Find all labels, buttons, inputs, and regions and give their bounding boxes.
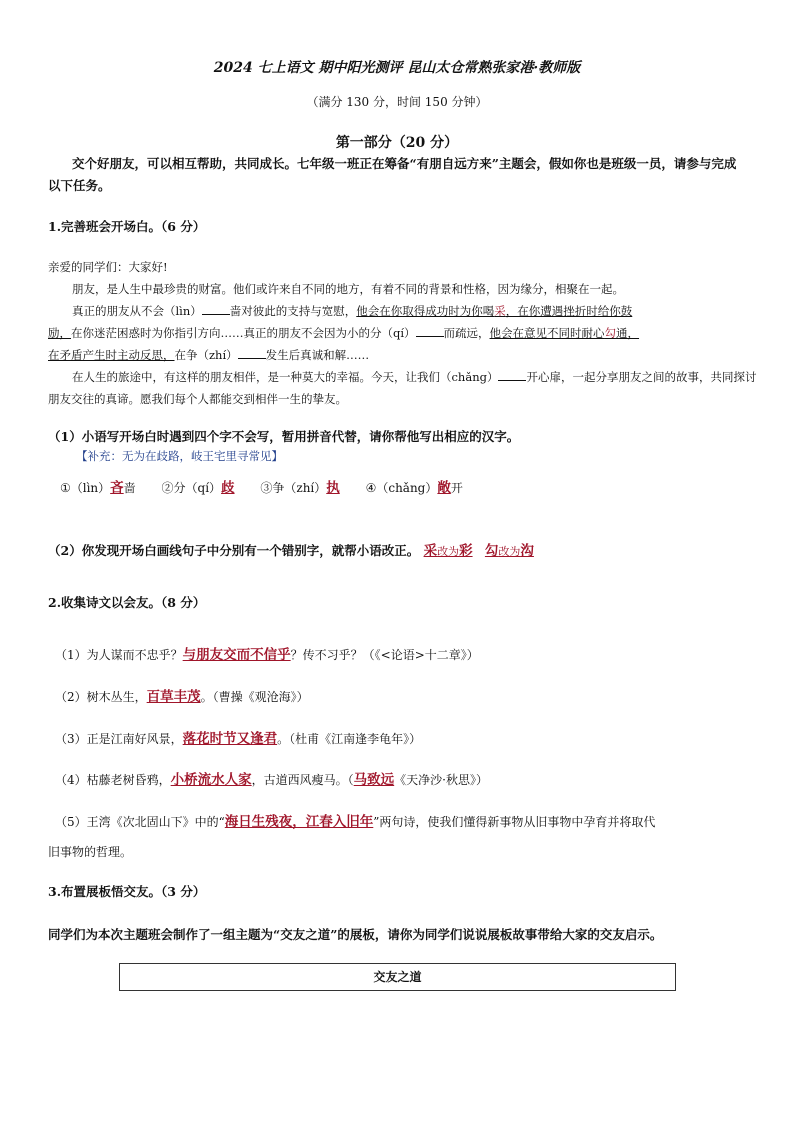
poem-item: （2）树木丛生，百草丰茂。（曹操《观沧海》） [55,689,309,705]
sub-question-1: （1）小语写开场白时遇到四个字不会写，暂用拼音代替，请你帮他写出相应的汉字。 [48,429,520,444]
greeting: 亲爱的同学们：大家好! [48,260,168,274]
opening-speech [48,256,760,410]
pinyin-answers [60,476,463,496]
sub-question-2: （2）你发现开场白画线句子中分别有一个错别字，就帮小语改正。 采改为彩 勾改为沟 [48,543,534,559]
exam-info: （满分 130 分，时间 150 分钟） [306,95,488,109]
answer-item: ①（lìn）吝啬 [60,480,136,496]
speech-paragraph-2-end: 在矛盾产生时主动反思，在争（zhí） 发生后真诚和解…… [48,348,370,362]
answer-item: ③争（zhí）执 [260,480,340,496]
question-1-heading: 1.完善班会开场白。（6 分） [48,219,206,234]
page-title: 2024 七上语文 期中阳光测评 昆山太仓常熟张家港·教师版 [213,60,581,76]
answer-item: ②分（qí）歧 [161,480,235,496]
question-2-heading: 2.收集诗文以会友。（8 分） [48,595,206,610]
supplement-note: 【补充：无为在歧路，岐王宅里寻常见】 [76,449,283,463]
poem-item-cont: 旧事物的哲理。 [48,845,133,859]
speech-paragraph-2: 真正的朋友从不会（lìn） 啬对彼此的支持与宽慰，他会在你取得成功时为你喝采，在你遭遇挫折时给你鼓 [72,304,633,318]
display-board-box: 交友之道 [119,963,676,991]
intro-paragraph: 交个好朋友，可以相互帮助，共同成长。七年级一班正在筹备“有朋自远方来”主题会，假如你也是班级一员，请参与完成以下任务。 [48,156,737,193]
part-title: 第一部分（20 分） [335,135,459,151]
poem-item: （5）王湾《次北固山下》中的“海日生残夜，江春入旧年”两句诗，使我们懂得新事物从旧事物中孕育并将取代 [55,814,656,830]
correction-1: 采改为彩 [423,543,473,559]
poem-item: （1）为人谋而不忠乎？与朋友交而不信乎？传不习乎？（《<论语>十二章》） [55,647,479,663]
speech-paragraph-1: 朋友，是人生中最珍贵的财富。他们或许来自不同的地方，有着不同的背景和性格，因为缘分，相聚在一起。 [72,282,624,296]
poem-item: （3）正是江南好风景，落花时节又逢君。（杜甫《江南逢李龟年》） [55,731,422,747]
poem-item: （4）枯藤老树昏鸦，小桥流水人家，古道西风瘦马。（马致远《天净沙·秋思》） [55,772,488,788]
question-3-description: 同学们为本次主题班会制作了一组主题为“交友之道”的展板，请你为同学们说说展板故事带给大家的交友启示。 [48,927,663,942]
correction-2: 勾改为沟 [484,543,534,559]
speech-paragraph-2-cont: 励，在你迷茫困惑时为你指引方向……真正的朋友不会因为小的分（qí） 而疏远，他会在意见不同时耐心勾通， [48,326,640,340]
answer-item: ④（chǎng）敞开 [365,480,463,496]
speech-paragraph-3: 在人生的旅途中，有这样的朋友相伴，是一种莫大的幸福。今天，让我们（chǎng） 开心扉，一起分享朋友之间的故事，共同探讨朋友交往的真谛。愿我们每个人都能交到相伴一生的挚友。 [48,370,757,406]
question-3-heading: 3.布置展板悟交友。（3 分） [48,884,206,899]
